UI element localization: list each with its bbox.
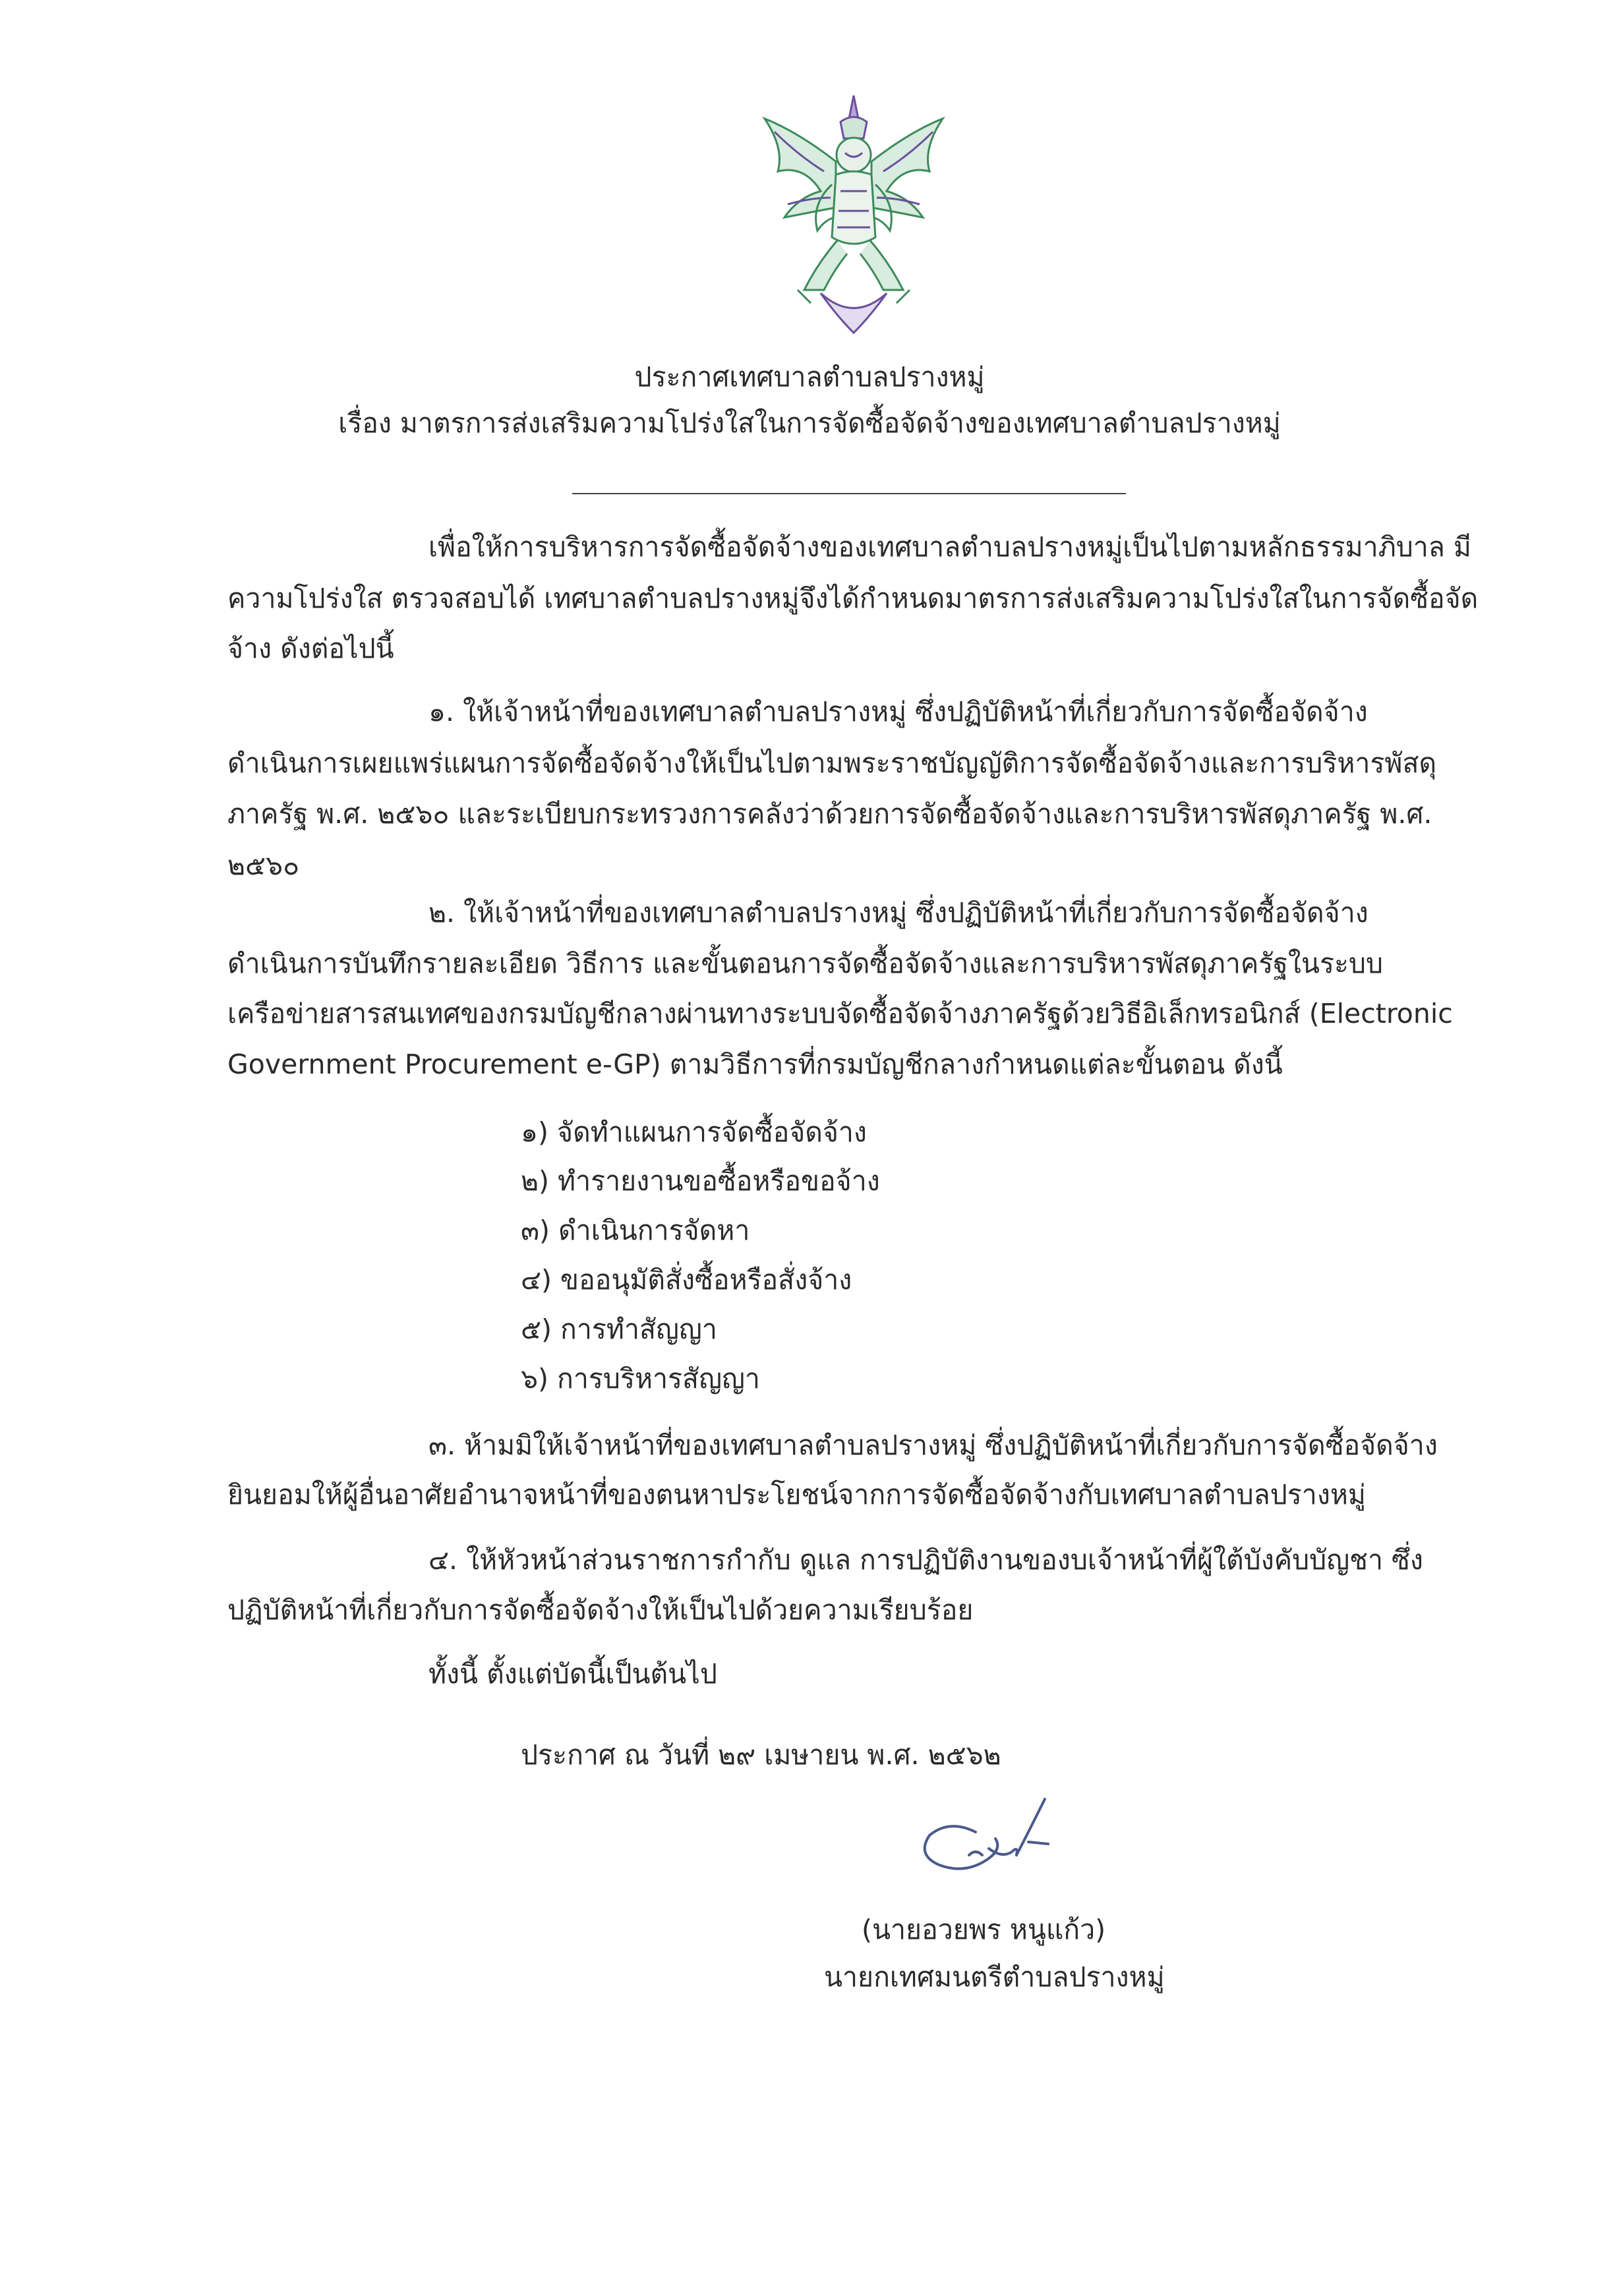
item-1-line: ภาครัฐ พ.ศ. ๒๕๖๐ และระเบียบกระทรวงการคลังว่าด้วยการจัดซื้อจัดจ้างและการบริหารพัสดุภาครัฐ พ.ศ. [227, 798, 1432, 830]
item-1-line: ดำเนินการเผยแพร่แผนการจัดซื้อจัดจ้างให้เป็นไปตามพระราชบัญญัติการจัดซื้อจัดจ้างและการบริหารพัสดุ [227, 747, 1437, 779]
garuda-emblem-icon [758, 92, 949, 336]
intro-line: ความโปร่งใส ตรวจสอบได้ เทศบาลตำบลปรางหมู่จึงได้กำหนดมาตรการส่งเสริมความโปร่งใสในการจัดซื้อจัด [227, 583, 1479, 614]
announcement-subject: เรื่อง มาตรการส่งเสริมความโปร่งใสในการจัดซื้อจัดจ้างของเทศบาลตำบลปรางหมู่ [338, 407, 1281, 439]
item-3-line: ยินยอมให้ผู้อื่นอาศัยอำนาจหน้าที่ของตนหาประโยชน์จากการจัดซื้อจัดจ้างกับเทศบาลตำบลปรางหมู่ [227, 1479, 1366, 1510]
intro-line: จ้าง ดังต่อไปนี้ [227, 633, 394, 664]
item-2-line: Government Procurement e-GP) ตามวิธีการที่กรมบัญชีกลางกำหนดแต่ละขั้นตอน ดังนี้ [227, 1048, 1283, 1080]
step-item: ๒) ทำรายงานขอซื้อหรือขอจ้าง [521, 1165, 880, 1197]
signatory-title: นายกเทศมนตรีตำบลปรางหมู่ [824, 1961, 1165, 1993]
item-2-line: เครือข่ายสารสนเทศของกรมบัญชีกลางผ่านทางระบบจัดซื้อจัดจ้างภาครัฐด้วยวิธีอิเล็กทรอนิกส์ (Electronic [227, 998, 1453, 1029]
item-3-line: ๓. ห้ามมิให้เจ้าหน้าที่ของเทศบาลตำบลปรางหมู่ ซึ่งปฏิบัติหน้าที่เกี่ยวกับการจัดซื้อจัดจ้าง [428, 1429, 1438, 1461]
item-2-line: ดำเนินการบันทึกรายละเอียด วิธีการ และขั้นตอนการจัดซื้อจัดจ้างและการบริหารพัสดุภาครัฐในระบบ [227, 948, 1384, 979]
announcement-issuer: ประกาศเทศบาลตำบลปรางหมู่ [634, 361, 985, 393]
signatory-name: (นายอวยพร หนูแก้ว) [862, 1914, 1106, 1945]
step-item: ๖) การบริหารสัญญา [521, 1363, 760, 1394]
header-divider [572, 493, 1126, 494]
closing-statement: ทั้งนี้ ตั้งแต่บัดนี้เป็นต้นไป [428, 1658, 717, 1690]
step-item: ๓) ดำเนินการจัดหา [521, 1215, 750, 1246]
announcement-date: ประกาศ ณ วันที่ ๒๙ เมษายน พ.ศ. ๒๕๖๒ [521, 1739, 1001, 1771]
step-item: ๑) จัดทำแผนการจัดซื้อจัดจ้าง [521, 1116, 867, 1148]
step-item: ๕) การทำสัญญา [521, 1313, 717, 1345]
item-1-line: ๑. ให้เจ้าหน้าที่ของเทศบาลตำบลปรางหมู่ ซึ่งปฏิบัติหน้าที่เกี่ยวกับการจัดซื้อจัดจ้าง [428, 696, 1368, 728]
item-4-line: ๔. ให้หัวหน้าส่วนราชการกำกับ ดูแล การปฏิบัติงานของบเจ้าหน้าที่ผู้ใต้บังคับบัญชา ซึ่ง [428, 1544, 1423, 1576]
item-1-line: ๒๕๖๐ [227, 849, 300, 881]
intro-line: เพื่อให้การบริหารการจัดซื้อจัดจ้างของเทศบาลตำบลปรางหมู่เป็นไปตามหลักธรรมาภิบาล มี [428, 531, 1471, 563]
item-2-line: ๒. ให้เจ้าหน้าที่ของเทศบาลตำบลปรางหมู่ ซึ่งปฏิบัติหน้าที่เกี่ยวกับการจัดซื้อจัดจ้าง [428, 897, 1369, 929]
item-4-line: ปฏิบัติหน้าที่เกี่ยวกับการจัดซื้อจัดจ้างให้เป็นไปด้วยความเรียบร้อย [227, 1594, 974, 1626]
step-item: ๔) ขออนุมัติสั่งซื้อหรือสั่งจ้าง [521, 1264, 852, 1296]
signature-icon [903, 1793, 1074, 1891]
